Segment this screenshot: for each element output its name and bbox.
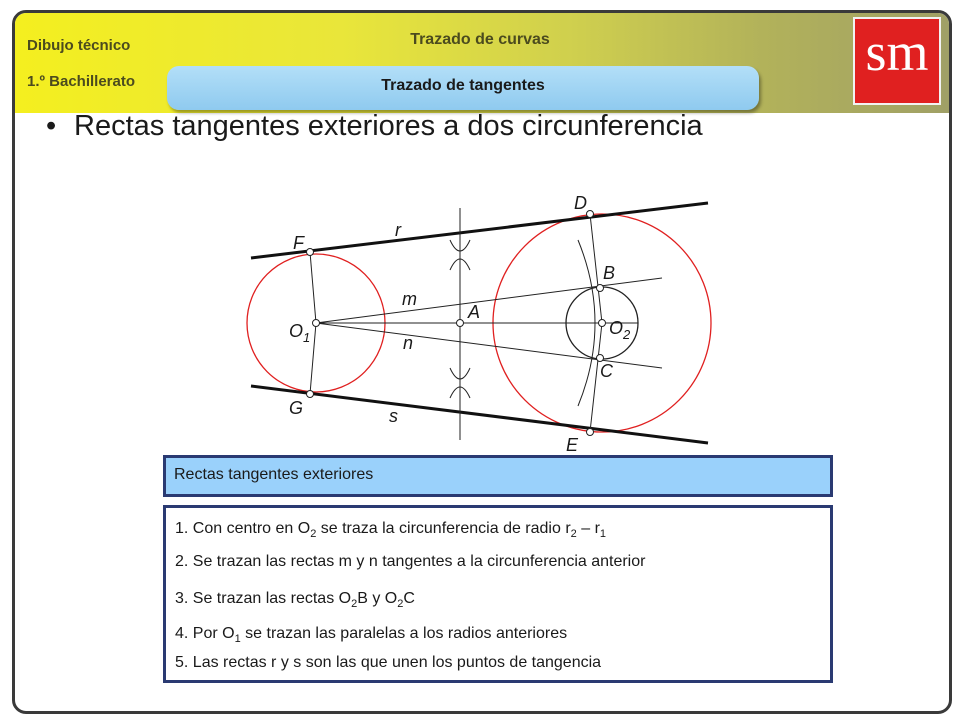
tangent-line-s xyxy=(251,386,708,443)
label-o2: $O_2$ xyxy=(609,318,631,342)
point-o1 xyxy=(313,320,320,327)
label-o1: $O_1$ xyxy=(289,321,311,345)
step-1: 1. Con centro en $O_2$ se traza la circunferencia de radio $r_2 - r_1$ xyxy=(175,520,607,541)
label-a: A xyxy=(468,302,481,322)
label-m: m xyxy=(402,289,417,309)
slide-title-text: Rectas tangentes exteriores a dos circunferencia xyxy=(74,110,703,142)
label-f: F xyxy=(293,233,304,253)
logo-text: sm xyxy=(865,22,929,82)
steps-header-text: Rectas tangentes exteriores xyxy=(174,466,374,483)
point-o2 xyxy=(599,320,606,327)
label-g: G xyxy=(289,398,304,418)
label-b: B xyxy=(603,263,616,283)
course-label: 1.º Bachillerato xyxy=(27,73,136,90)
step-2: 2. Se trazan las rectas m y n tangentes a la circunferencia anterior xyxy=(175,553,646,570)
section-tab-label: Trazado de tangentes xyxy=(381,77,545,94)
point-b xyxy=(597,285,604,292)
label-d: D xyxy=(574,193,587,213)
steps-box xyxy=(163,505,833,683)
subject-label: Dibujo técnico xyxy=(27,37,131,54)
step-5: 5. Las rectas r y s son las que unen los puntos de tangencia xyxy=(175,654,602,671)
point-d xyxy=(587,211,594,218)
point-f xyxy=(307,249,314,256)
label-e: E xyxy=(566,435,579,455)
step-4: 4. Por $O_1$ se trazan las paralelas a los radios anteriores xyxy=(175,625,568,646)
label-n: n xyxy=(403,333,414,353)
label-r: r xyxy=(395,220,401,240)
radius-o1-f xyxy=(310,252,316,323)
point-g xyxy=(307,391,314,398)
bullet-icon: • xyxy=(46,110,57,142)
radius-o1-g xyxy=(310,323,316,394)
unit-title: Trazado de curvas xyxy=(410,31,550,48)
steps-header-box xyxy=(163,455,833,497)
label-s: s xyxy=(389,406,398,426)
label-c: C xyxy=(600,361,613,381)
point-a xyxy=(457,320,464,327)
step-3: 3. Se trazan las rectas $O_2B$ y $O_2C$ xyxy=(175,590,415,611)
radius-o2-d xyxy=(590,214,602,323)
tangent-line-r xyxy=(251,203,708,258)
line-m xyxy=(316,278,662,323)
point-e xyxy=(587,429,594,436)
